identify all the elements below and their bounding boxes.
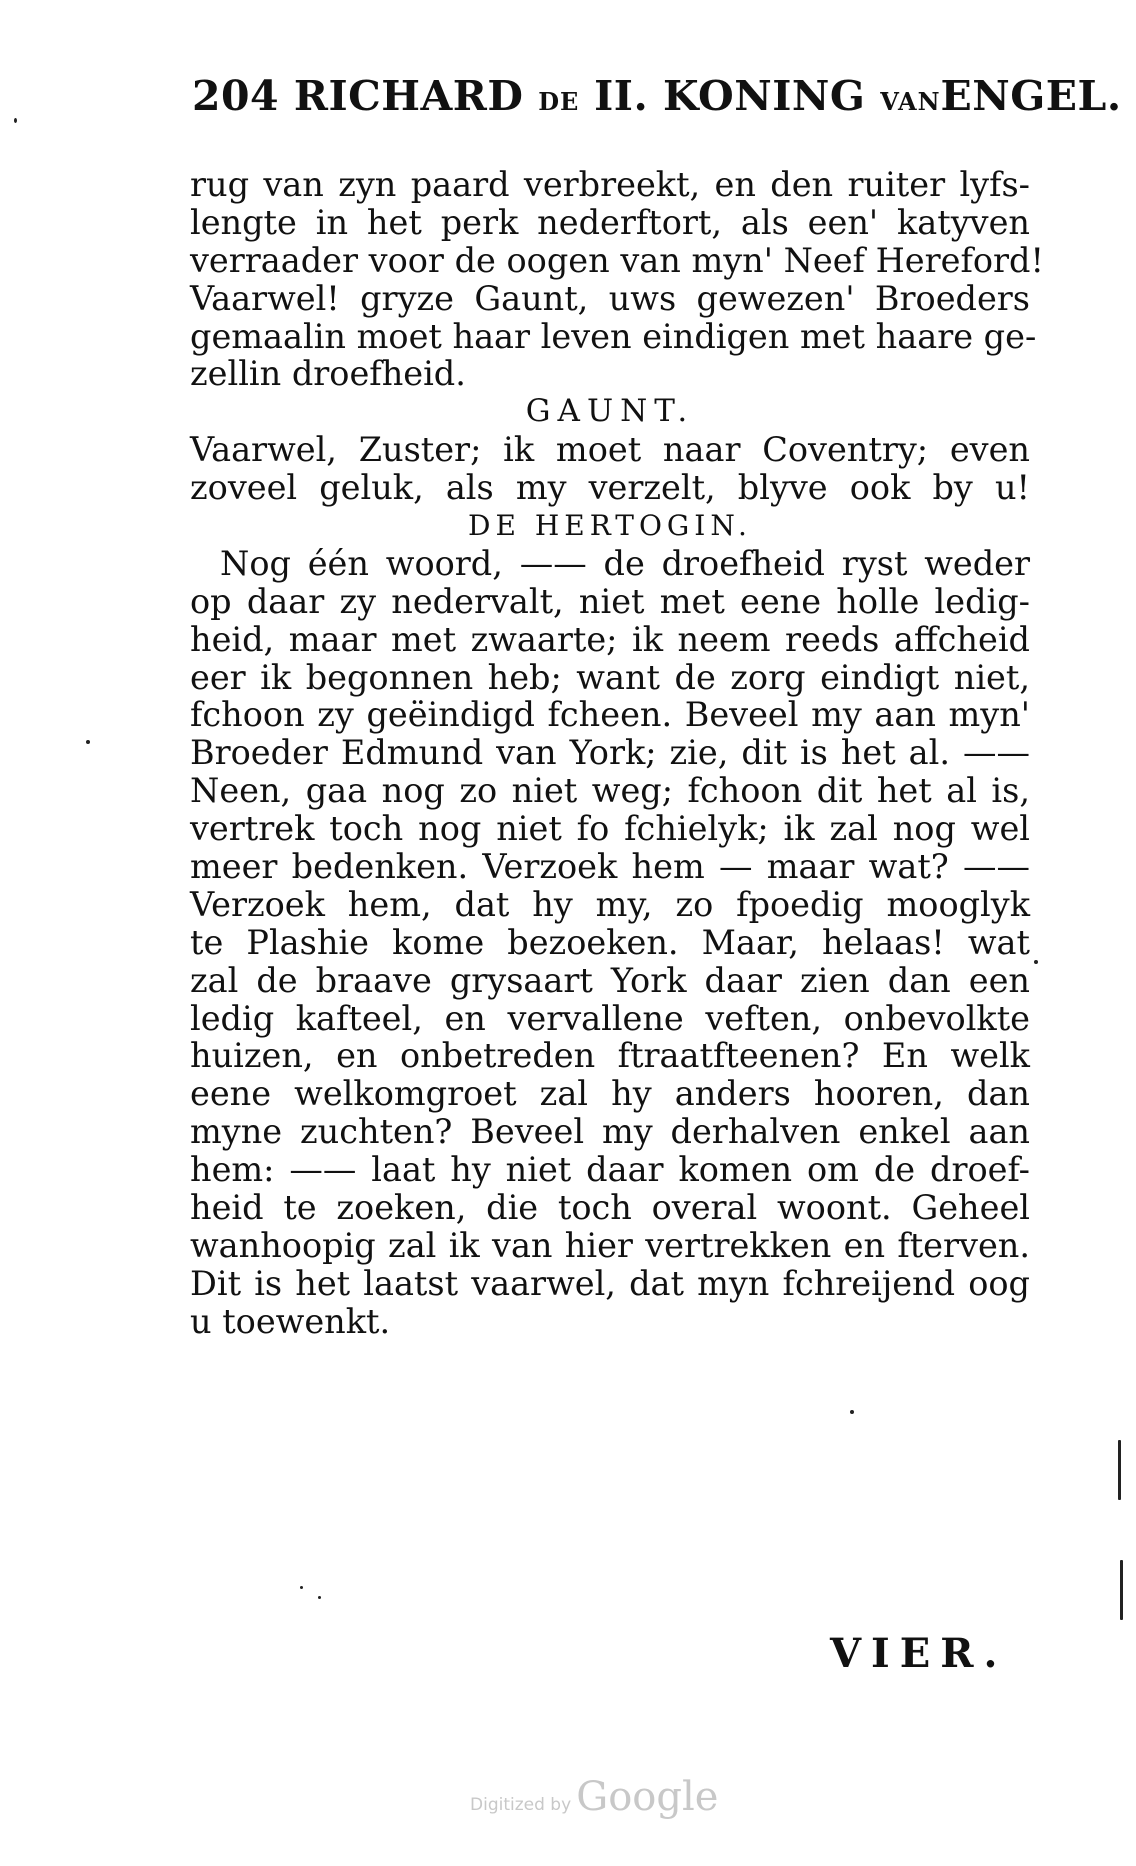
scan-speck (1118, 1440, 1121, 1500)
scan-speck (1120, 1560, 1123, 1620)
scan-speck (86, 740, 90, 744)
text-line: hem: —— laat hy niet daar komen om de droef- (190, 1150, 1030, 1190)
speaker-gaunt: GAUNT. (525, 393, 695, 430)
catchword: VIER. (830, 1630, 1008, 1677)
text-line: zoveel geluk, als my verzelt, blyve ook by u! (190, 468, 1030, 508)
speaker-hertogin: DE HERTOGIN. (468, 509, 752, 543)
header-title-1: RICHARD (293, 72, 524, 120)
text-line: Verzoek hem, dat hy my, zo fpoedig mooglyk (190, 884, 1030, 924)
watermark-brand: Google (576, 1774, 719, 1820)
text-line: Vaarwel! gryze Gaunt, uws gewezen' Broeders (190, 278, 1030, 318)
text-line: zal de braave grysaart York daar zien dan een (190, 960, 1030, 1000)
text-line: huizen, en onbetreden ftraatfteenen? En welk (190, 1036, 1030, 1076)
text-line: gemaalin moet haar leven eindigen met haare ge- (190, 316, 1037, 356)
header-small-2: VAN (880, 87, 941, 116)
header-title-2: II. KONING (594, 72, 866, 120)
text-line: te Plashie kome bezoeken. Maar, helaas! wat (190, 922, 1030, 962)
text-line: Dit is het laatst vaarwel, dat myn fchreijend oog (190, 1263, 1030, 1303)
text-line: heid te zoeken, die toch overal woont. Geheel (190, 1188, 1030, 1228)
text-line: vertrek toch nog niet fo fchielyk; ik zal nog wel (190, 809, 1030, 849)
text-line: op daar zy nedervalt, niet met eene holle ledig- (190, 581, 1030, 621)
body-text (190, 165, 1044, 1341)
text-line: rug van zyn paard verbreekt, en den ruiter lyfs- (190, 165, 1030, 204)
text-line: fchoon zy geëindigd fcheen. Beveel my aan myn' (190, 695, 1030, 735)
page-number: 204 (192, 72, 280, 120)
running-header (192, 72, 1122, 120)
scan-speck (300, 1586, 303, 1589)
text-line: zellin droefheid. (190, 354, 466, 394)
text-line: Broeder Edmund van York; zie, dit is het al. —— (190, 733, 1030, 773)
text-line: u toewenkt. (190, 1301, 391, 1341)
digitized-watermark (470, 1774, 718, 1820)
watermark-prefix: Digitized by (470, 1795, 572, 1815)
text-line: Nog één woord, —— de droefheid ryst weder (220, 543, 1030, 583)
text-line: eene welkomgroet zal hy anders hooren, dan (190, 1074, 1030, 1114)
text-line: meer bedenken. Verzoek hem — maar wat? —— (190, 847, 1030, 887)
scan-speck (318, 1596, 321, 1599)
text-line: ledig kafteel, en vervallene veften, onbevolkte (190, 998, 1030, 1038)
scan-speck (850, 1410, 854, 1414)
text-line: Neen, gaa nog zo niet weg; fchoon dit het al is, (190, 771, 1030, 811)
scan-speck (14, 118, 17, 123)
text-line: eer ik begonnen heb; want de zorg eindigt niet, (190, 657, 1030, 697)
scan-speck (1034, 960, 1038, 964)
header-small-1: DE (538, 87, 580, 116)
text-line: verraader voor de oogen van myn' Neef Hereford! (190, 240, 1044, 280)
header-title-3: ENGEL. (940, 72, 1122, 120)
text-line: lengte in het perk nederftort, als een' katyven (190, 202, 1030, 242)
text-line: myne zuchten? Beveel my derhalven enkel aan (190, 1112, 1030, 1152)
text-line: Vaarwel, Zuster; ik moet naar Coventry; even (190, 430, 1030, 470)
text-line: heid, maar met zwaarte; ik neem reeds affcheid (190, 619, 1030, 659)
text-line: wanhoopig zal ik van hier vertrekken en fterven. (190, 1225, 1030, 1265)
